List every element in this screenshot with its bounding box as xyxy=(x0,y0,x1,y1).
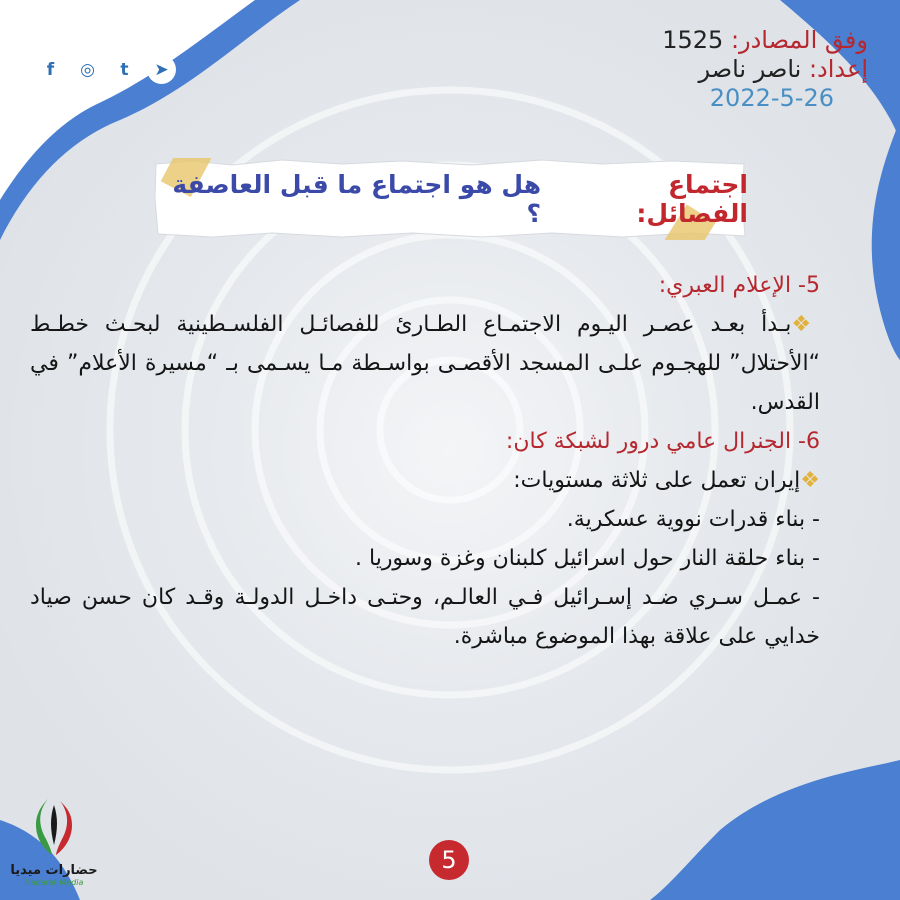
level-line-1: - بناء قدرات نووية عسكرية. xyxy=(566,507,820,532)
author-label: إعداد: xyxy=(808,55,868,83)
instagram-icon[interactable]: ◎ xyxy=(73,55,102,84)
source-label: وفق المصادر: xyxy=(730,26,868,54)
facebook-icon[interactable]: f xyxy=(36,55,65,84)
publish-date: 2022-5-26 xyxy=(709,84,834,112)
section6-paragraph xyxy=(30,461,820,500)
logo-subtitle: Hadarat Media xyxy=(24,878,84,887)
author-name: ناصر ناصر xyxy=(698,55,802,83)
section5-paragraph xyxy=(30,305,820,422)
diamond-bullet-icon: ❖ xyxy=(800,468,820,493)
logo-mark-icon xyxy=(8,795,100,857)
brand-logo xyxy=(8,795,100,887)
level-line-2: - بناء حلقة النار حول اسرائيل كلبنان وغزة وسوريا . xyxy=(355,546,820,571)
section6-heading: 6- الجنرال عامي درور لشبكة كان: xyxy=(505,429,820,454)
section5-heading: 5- الإعلام العبري: xyxy=(658,273,820,298)
source-number: 1525 xyxy=(662,26,724,54)
social-links xyxy=(36,55,176,84)
page-number-badge: 5 xyxy=(429,840,469,880)
twitter-icon[interactable]: t xyxy=(110,55,139,84)
meta-block xyxy=(662,26,868,113)
title-part-red: اجتماع الفصائل: xyxy=(636,170,748,228)
source-line xyxy=(662,26,868,55)
author-line xyxy=(662,55,868,84)
level-line-3: - عمـل سـري ضـد إسـرائيل فـي العالـم، وحتـى داخـل الدولـة وقـد كان حسن صياد خدايي على علاقة بهذا الموضوع مباشرة. xyxy=(30,585,820,649)
telegram-icon[interactable]: ➤ xyxy=(147,55,176,84)
section5-text: بـدأ بعـد عصـر اليـوم الاجتمـاع الطـارئ للفصائـل الفلسـطينية لبحـث خطـط “الأحتلال” للهجـوم علـى المسجد الأقصـى بواسـطة مـا يسـمى بـ “مسيرة الأعلام” في القدس. xyxy=(30,312,820,415)
section6-text: إيران تعمل على ثلاثة مستويات: xyxy=(513,468,801,493)
diamond-bullet-icon: ❖ xyxy=(791,312,820,337)
logo-name: حضارات ميديا xyxy=(10,863,98,878)
title-part-blue: هل هو اجتماع ما قبل العاصفة ؟ xyxy=(172,170,542,228)
main-content xyxy=(30,266,820,656)
page-title xyxy=(152,158,748,240)
